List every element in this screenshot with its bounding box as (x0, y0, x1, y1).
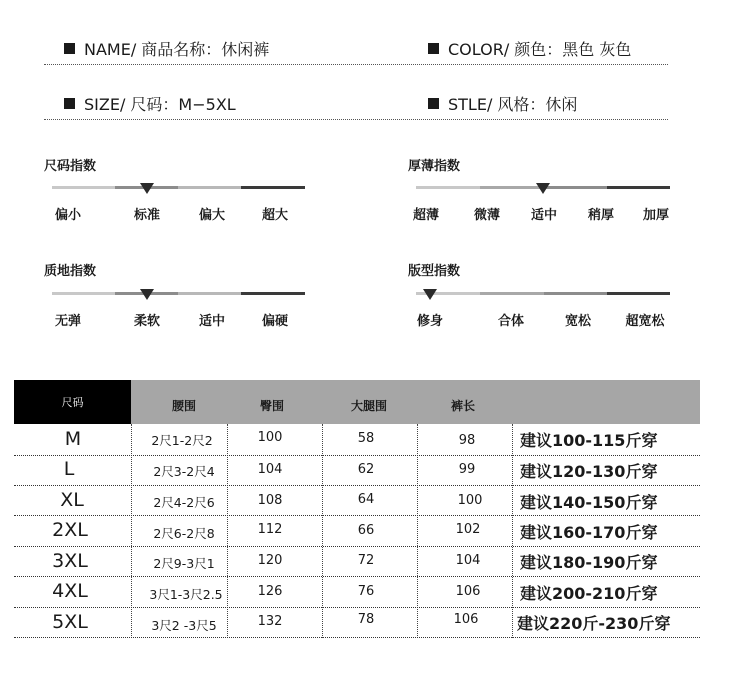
index-tick: 标准 (133, 208, 161, 223)
row-waist: 3尺1-3尺2.5 (149, 587, 223, 602)
product-color (428, 37, 631, 60)
divider (44, 119, 668, 120)
size-index-title: 尺码指数 (44, 159, 97, 174)
table-column-divider (417, 424, 418, 638)
index-tick: 修身 (416, 314, 444, 329)
index-tick: 偏大 (198, 208, 226, 223)
product-style (428, 92, 577, 115)
index-tick: 柔软 (133, 314, 161, 329)
table-column-divider (227, 424, 228, 638)
product-name (64, 37, 269, 60)
table-header-thigh: 大腿围 (350, 399, 388, 413)
row-length: 100 (457, 493, 483, 508)
row-length: 106 (455, 584, 481, 599)
table-header-size: 尺码 (14, 380, 131, 424)
table-header-hip: 臀围 (259, 399, 285, 413)
row-length: 106 (453, 612, 479, 627)
texture-index-title: 质地指数 (44, 264, 97, 279)
index-marker-icon (140, 289, 154, 300)
index-tick: 适中 (530, 208, 558, 223)
table-column-divider (131, 424, 132, 638)
row-length: 104 (455, 553, 481, 568)
table-row-divider (14, 576, 700, 577)
row-suggestion: 建议100-115斤穿 (520, 431, 658, 450)
index-tick: 无弹 (54, 314, 82, 329)
row-waist: 2尺6-2尺8 (153, 526, 215, 541)
index-tick: 超宽松 (625, 314, 665, 329)
row-thigh: 62 (357, 462, 375, 477)
index-bar-segment (241, 292, 305, 295)
table-column-divider (322, 424, 323, 638)
row-size: 5XL (52, 611, 88, 633)
row-suggestion: 建议120-130斤穿 (520, 462, 658, 481)
index-bar-segment (544, 292, 607, 295)
product-name-text: NAME/ 商品名称：休闲裤 (84, 40, 270, 59)
table-row-divider (14, 546, 700, 547)
table-header-waist: 腰围 (171, 399, 197, 413)
index-tick: 偏硬 (261, 314, 289, 329)
table-header-band (131, 380, 700, 424)
product-style-text: STLE/ 风格：休闲 (448, 95, 578, 114)
index-tick: 宽松 (564, 314, 592, 329)
row-hip: 132 (257, 614, 283, 629)
index-bar-segment (480, 292, 544, 295)
bullet-square-icon (64, 43, 75, 54)
index-tick: 超大 (261, 208, 289, 223)
row-hip: 120 (257, 553, 283, 568)
table-row-divider (14, 515, 700, 516)
row-size: 4XL (52, 580, 88, 602)
row-waist: 2尺4-2尺6 (153, 495, 215, 510)
product-size (64, 92, 236, 115)
row-suggestion: 建议180-190斤穿 (520, 553, 658, 572)
row-thigh: 66 (357, 523, 375, 538)
row-thigh: 72 (357, 553, 375, 568)
row-waist: 2尺9-3尺1 (153, 556, 215, 571)
row-waist: 3尺2 -3尺5 (151, 618, 217, 633)
row-suggestion: 建议160-170斤穿 (520, 523, 658, 542)
index-bar-segment (480, 186, 544, 189)
row-hip: 126 (257, 584, 283, 599)
divider (44, 64, 668, 65)
table-column-divider (512, 424, 513, 638)
index-tick: 微薄 (473, 208, 501, 223)
row-length: 98 (458, 433, 476, 448)
index-bar-segment (544, 186, 607, 189)
row-size: 3XL (52, 550, 88, 572)
bullet-square-icon (428, 98, 439, 109)
row-thigh: 76 (357, 584, 375, 599)
index-bar-segment (52, 186, 115, 189)
row-suggestion: 建议140-150斤穿 (520, 493, 658, 512)
row-waist: 2尺1-2尺2 (151, 433, 213, 448)
index-tick: 适中 (198, 314, 226, 329)
table-header-length: 裤长 (450, 399, 476, 413)
row-length: 99 (458, 462, 476, 477)
table-row-divider (14, 455, 700, 456)
product-color-text: COLOR/ 颜色：黑色 灰色 (448, 40, 632, 59)
index-bar-segment (416, 186, 480, 189)
bullet-square-icon (428, 43, 439, 54)
table-row-divider (14, 485, 700, 486)
table-row-divider (14, 637, 700, 638)
index-bar-segment (52, 292, 115, 295)
row-thigh: 58 (357, 431, 375, 446)
fit-index-title: 版型指数 (408, 264, 461, 279)
index-bar-segment (607, 186, 670, 189)
row-size: M (64, 428, 82, 450)
index-tick: 偏小 (54, 208, 82, 223)
index-bar-segment (178, 292, 241, 295)
index-bar-segment (241, 186, 305, 189)
row-length: 102 (455, 522, 481, 537)
index-bar-segment (607, 292, 670, 295)
row-suggestion: 建议220斤-230斤穿 (517, 614, 671, 633)
index-tick: 加厚 (642, 208, 670, 223)
index-tick: 超薄 (412, 208, 440, 223)
row-thigh: 78 (357, 612, 375, 627)
row-hip: 100 (257, 430, 283, 445)
row-size: L (63, 458, 75, 480)
table-row-divider (14, 607, 700, 608)
row-size: XL (60, 489, 84, 511)
index-marker-icon (140, 183, 154, 194)
row-waist: 2尺3-2尺4 (153, 464, 215, 479)
row-suggestion: 建议200-210斤穿 (520, 584, 658, 603)
row-hip: 104 (257, 462, 283, 477)
bullet-square-icon (64, 98, 75, 109)
thickness-index-title: 厚薄指数 (408, 159, 461, 174)
row-hip: 112 (257, 522, 283, 537)
index-marker-icon (536, 183, 550, 194)
row-hip: 108 (257, 493, 283, 508)
index-tick: 稍厚 (587, 208, 615, 223)
row-size: 2XL (52, 519, 88, 541)
product-size-text: SIZE/ 尺码：M−5XL (84, 95, 236, 114)
index-bar-segment (178, 186, 241, 189)
index-tick: 合体 (497, 314, 525, 329)
row-thigh: 64 (357, 492, 375, 507)
index-marker-icon (423, 289, 437, 300)
